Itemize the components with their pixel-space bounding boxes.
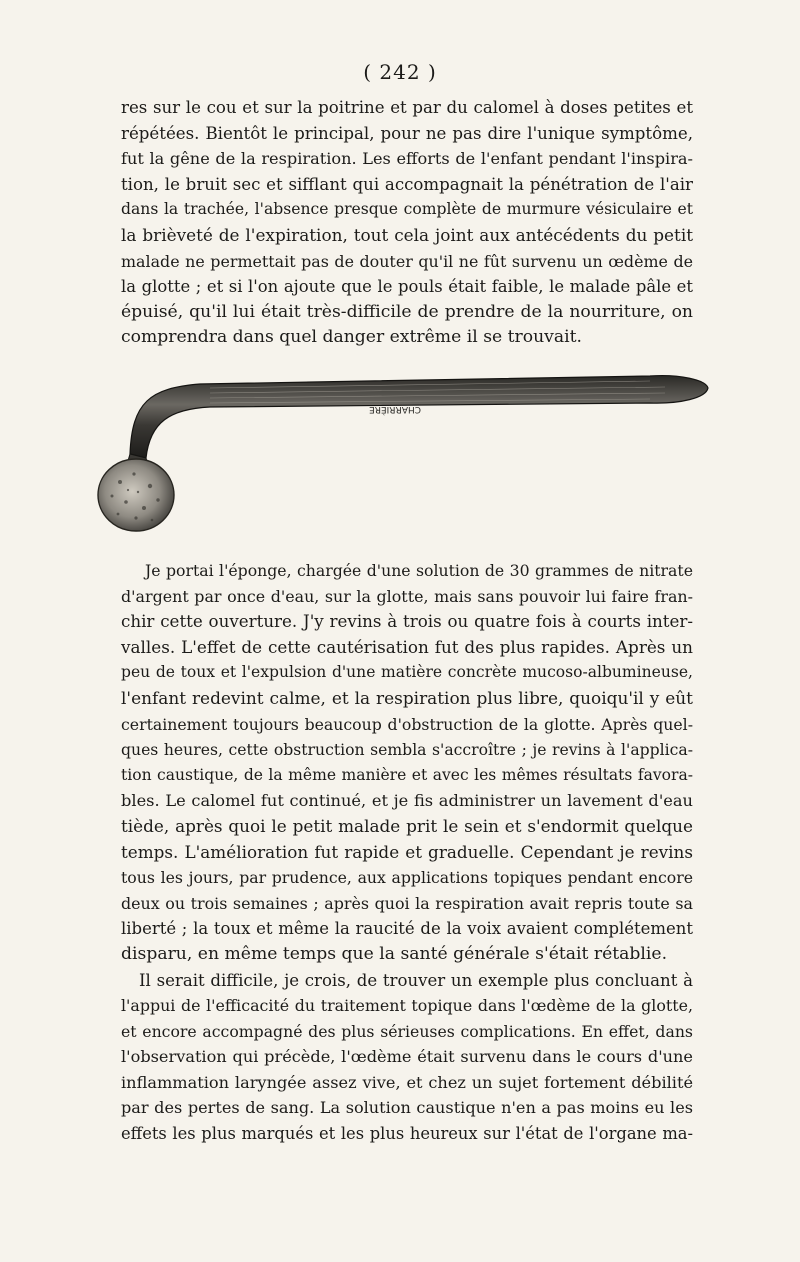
- text-line: épuisé, qu'il lui était très-difficile de prendre de la nourriture, on: [121, 301, 693, 322]
- text-line: tion, le bruit sec et sifflant qui accompagnait la pénétration de l'air: [121, 174, 693, 194]
- text-line: tous les jours, par prudence, aux applications topiques pendant encore: [121, 868, 693, 888]
- text-line: la glotte ; et si l'on ajoute que le pouls était faible, le malade pâle et: [121, 277, 693, 297]
- sponge-probang-illustration: [90, 362, 720, 542]
- text-line: malade ne permettait pas de douter qu'il ne fût survenu un œdème de: [121, 251, 693, 271]
- sponge-icon: [98, 459, 174, 531]
- text-line: peu de toux et l'expulsion d'une matière concrète mucoso-albumineuse,: [121, 663, 693, 682]
- text-line: tion caustique, de la même manière et avec les mêmes résultats favora-: [121, 765, 693, 784]
- text-line: disparu, en même temps que la santé générale s'était rétablie.: [121, 943, 668, 964]
- text-line: la brièveté de l'expiration, tout cela joint aux antécédents du petit: [121, 224, 693, 245]
- page-number: ( 242 ): [363, 60, 437, 84]
- text-line: bles. Le calomel fut continué, et je fis administrer un lavement d'eau: [121, 791, 693, 811]
- text-line: dans la trachée, l'absence presque complète de murmure vésiculaire et: [121, 200, 693, 219]
- text-line: par des pertes de sang. La solution caustique n'en a pas moins eu les: [121, 1098, 693, 1118]
- text-line: et encore accompagné des plus sérieuses complications. En effet, dans: [121, 1021, 693, 1041]
- text-line: comprendra dans quel danger extrême il se trouvait.: [121, 327, 583, 348]
- engraver-mark: CHARRIÈRE: [369, 404, 421, 414]
- text-line: inflammation laryngée assez vive, et chez un sujet fortement débilité: [121, 1072, 693, 1092]
- text-line: l'enfant redevint calme, et la respiration plus libre, quoiqu'il y eût: [121, 687, 693, 708]
- text-line: fut la gêne de la respiration. Les efforts de l'enfant pendant l'inspira-: [121, 149, 693, 169]
- text-line: valles. L'effet de cette cautérisation fut des plus rapides. Après un: [121, 636, 693, 657]
- text-line: l'observation qui précède, l'œdème était survenu dans le cours d'une: [121, 1047, 693, 1067]
- text-line: temps. L'amélioration fut rapide et graduelle. Cependant je revins: [121, 841, 693, 862]
- text-line: deux ou trois semaines ; après quoi la respiration avait repris toute sa: [121, 893, 693, 913]
- text-line: tiède, après quoi le petit malade prit le sein et s'endormit quelque: [121, 815, 693, 836]
- text-line: Il serait difficile, je crois, de trouver un exemple plus concluant à: [139, 970, 693, 990]
- text-line: certainement toujours beaucoup d'obstruction de la glotte. Après quel-: [121, 714, 693, 734]
- text-line: d'argent par once d'eau, sur la glotte, mais sans pouvoir lui faire fran-: [121, 586, 693, 606]
- text-line: ques heures, cette obstruction sembla s'accroître ; je revins à l'applica-: [121, 740, 693, 760]
- text-line: effets les plus marqués et les plus heureux sur l'état de l'organe ma-: [121, 1124, 693, 1144]
- paragraph-2: [121, 558, 693, 1147]
- text-line: Je portai l'éponge, chargée d'une solution de 30 grammes de nitrate: [145, 561, 693, 580]
- text-line: répétées. Bientôt le principal, pour ne pas dire l'unique symptôme,: [121, 123, 693, 143]
- text-line: l'appui de l'efficacité du traitement topique dans l'œdème de la glotte,: [121, 996, 693, 1016]
- text-line: chir cette ouverture. J'y revins à trois ou quatre fois à courts inter-: [121, 611, 693, 632]
- paragraph-1: [121, 95, 693, 351]
- text-line: res sur le cou et sur la poitrine et par du calomel à doses petites et: [121, 98, 693, 117]
- text-line: liberté ; la toux et même la raucité de la voix avaient complétement: [121, 919, 693, 939]
